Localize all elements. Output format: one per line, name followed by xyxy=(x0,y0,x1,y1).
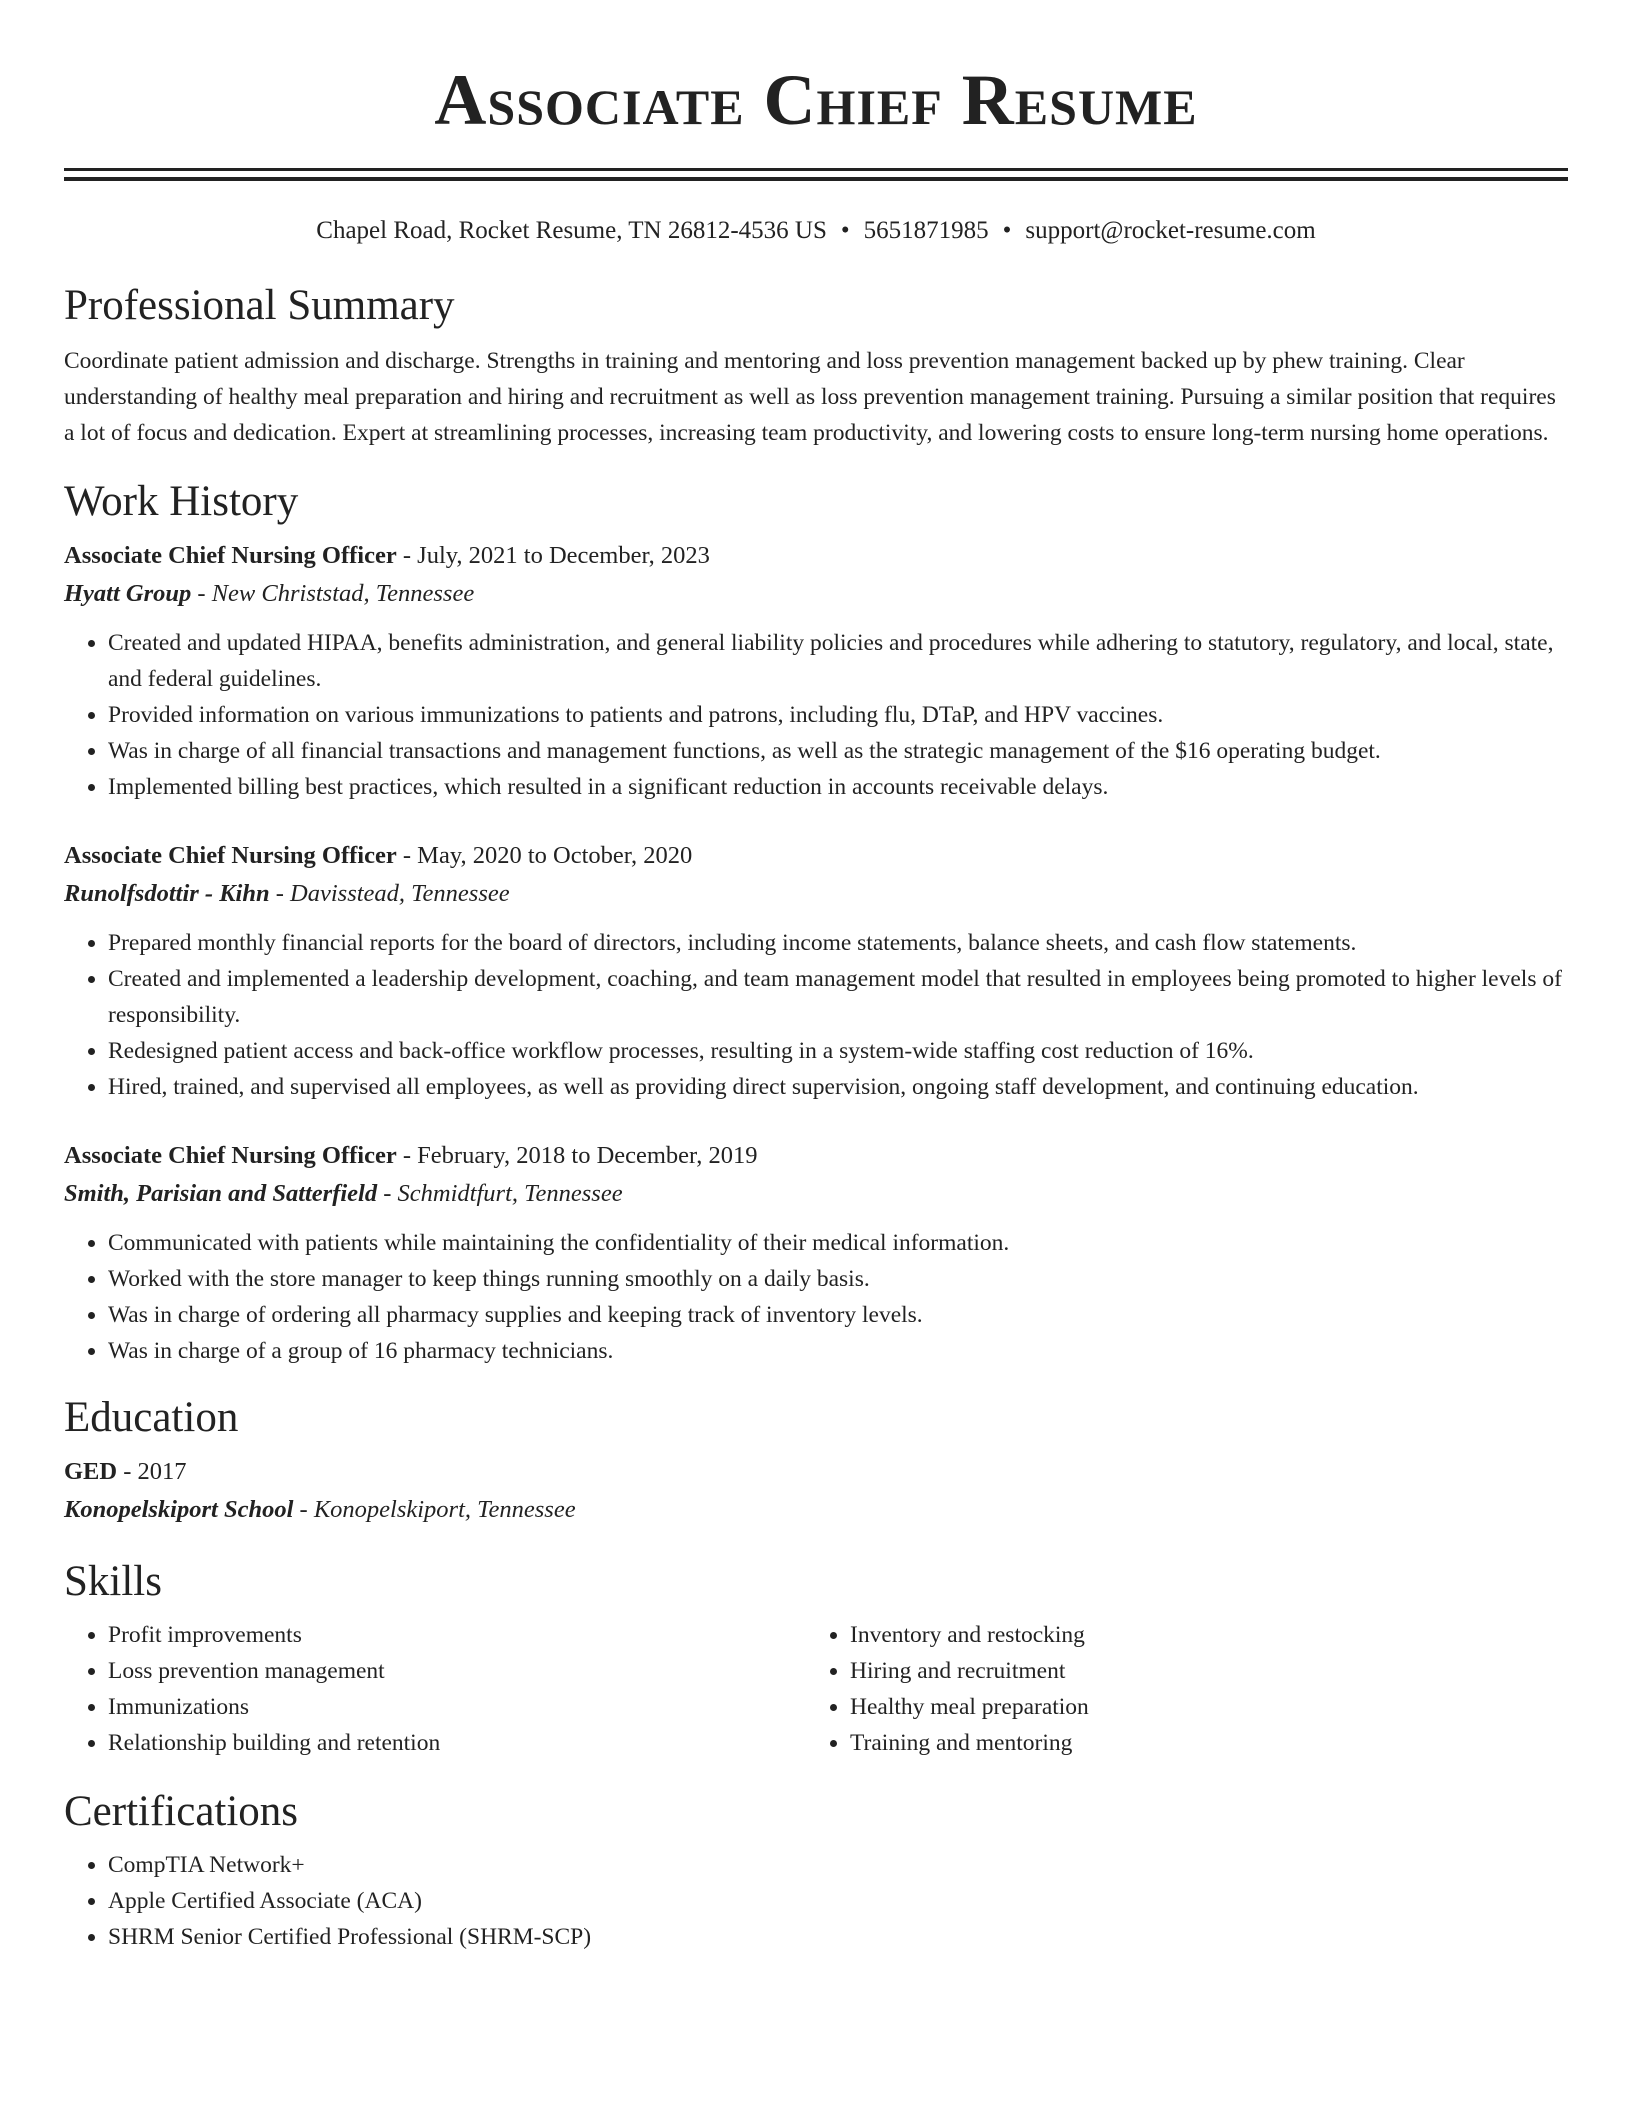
title-divider-top xyxy=(64,168,1568,171)
contact-address: Chapel Road, Rocket Resume, TN 26812-4536 US xyxy=(316,217,827,244)
education-location: Konopelskiport, Tennessee xyxy=(313,1496,576,1523)
skills-list-right xyxy=(806,1617,1566,1761)
job-dates: May, 2020 to October, 2020 xyxy=(417,842,693,869)
job-title: Associate Chief Nursing Officer xyxy=(64,842,397,869)
certifications-list xyxy=(64,1847,1568,1955)
skill-item: • Relationship building and retention xyxy=(108,1725,806,1761)
skill-item: • Profit improvements xyxy=(108,1617,806,1653)
summary-heading: Professional Summary xyxy=(64,282,455,329)
education-school: Konopelskiport School xyxy=(64,1496,294,1523)
job-bullet: • Prepared monthly financial reports for the board of directors, including income statements, balance sheets, and cash flow statements. xyxy=(108,925,1568,961)
job-bullet: • Provided information on various immunizations to patients and patrons, including flu, DTaP, and HPV vaccines. xyxy=(108,697,1568,733)
job-company: Hyatt Group xyxy=(64,580,192,607)
job-header: Associate Chief Nursing Officer - May, 2020 to October, 2020 xyxy=(64,842,693,869)
skills-list-left xyxy=(64,1617,806,1761)
job-dates: February, 2018 to December, 2019 xyxy=(417,1142,758,1169)
job-company: Smith, Parisian and Satterfield xyxy=(64,1180,378,1207)
certifications-heading: Certifications xyxy=(64,1788,299,1835)
job-bullets xyxy=(64,1225,1568,1369)
title-divider-bottom xyxy=(64,177,1568,181)
job-bullet: • Redesigned patient access and back-office workflow processes, resulting in a system-wide staffing cost reduction of 16%. xyxy=(108,1033,1568,1069)
job-company-line: Smith, Parisian and Satterfield - Schmidtfurt, Tennessee xyxy=(64,1180,623,1207)
job-company-line: Hyatt Group - New Christstad, Tennessee xyxy=(64,580,475,607)
job-entry xyxy=(64,1137,1568,1369)
contact-separator: • xyxy=(1002,217,1012,244)
certification-item: • SHRM Senior Certified Professional (SHRM-SCP) xyxy=(108,1919,1568,1955)
job-bullet: • Hired, trained, and supervised all employees, as well as providing direct supervision, ongoing staff development, and continuing education. xyxy=(108,1069,1568,1105)
summary-text: Coordinate patient admission and discharge. Strengths in training and mentoring and loss prevention management backed up by phew training. Clear understanding of healthy meal preparation and hiring and recruitment as well as loss prevention management training. Pursuing a similar position that requires a lot of focus and dedication. Expert at streamlining processes, increasing team productivity, and lowering costs to ensure long-term nursing home operations. xyxy=(64,348,1556,446)
education-entry xyxy=(64,1453,1568,1529)
skill-item: • Loss prevention management xyxy=(108,1653,806,1689)
resume-title: Associate Chief Resume xyxy=(434,60,1198,140)
certification-item: • CompTIA Network+ xyxy=(108,1847,1568,1883)
skill-item: • Hiring and recruitment xyxy=(850,1653,1566,1689)
skill-item: • Healthy meal preparation xyxy=(850,1689,1566,1725)
job-header: Associate Chief Nursing Officer - February, 2018 to December, 2019 xyxy=(64,1142,758,1169)
contact-separator: • xyxy=(840,217,850,244)
job-header: Associate Chief Nursing Officer - July, 2021 to December, 2023 xyxy=(64,542,710,569)
job-bullet: • Implemented billing best practices, which resulted in a significant reduction in accounts receivable delays. xyxy=(108,769,1568,805)
job-bullet: • Was in charge of ordering all pharmacy supplies and keeping track of inventory levels. xyxy=(108,1297,1568,1333)
job-bullets xyxy=(64,625,1568,805)
job-title: Associate Chief Nursing Officer xyxy=(64,1142,397,1169)
skill-item: • Immunizations xyxy=(108,1689,806,1725)
job-bullet: • Created and implemented a leadership development, coaching, and team management model that resulted in employees being promoted to higher levels of responsibility. xyxy=(108,961,1568,1033)
job-entry xyxy=(64,837,1568,1105)
contact-email: support@rocket-resume.com xyxy=(1025,217,1316,244)
contact-line xyxy=(64,215,1568,247)
job-entry xyxy=(64,537,1568,805)
education-degree-line: GED - 2017 xyxy=(64,1458,187,1485)
education-degree: GED xyxy=(64,1458,118,1485)
contact-phone: 5651871985 xyxy=(863,217,989,244)
education-year: 2017 xyxy=(137,1458,187,1485)
certification-item: • Apple Certified Associate (ACA) xyxy=(108,1883,1568,1919)
job-bullet: • Worked with the store manager to keep things running smoothly on a daily basis. xyxy=(108,1261,1568,1297)
job-bullet: • Was in charge of all financial transactions and management functions, as well as the strategic management of the $16 operating budget. xyxy=(108,733,1568,769)
job-bullet: • Was in charge of a group of 16 pharmacy technicians. xyxy=(108,1333,1568,1369)
job-bullets xyxy=(64,925,1568,1105)
job-location: Davisstead, Tennessee xyxy=(290,880,510,907)
skills-heading: Skills xyxy=(64,1558,162,1605)
job-company-line: Runolfsdottir - Kihn - Davisstead, Tennessee xyxy=(64,880,510,907)
skills-columns xyxy=(64,1607,1568,1761)
job-company: Runolfsdottir - Kihn xyxy=(64,880,270,907)
job-location: Schmidtfurt, Tennessee xyxy=(397,1180,623,1207)
job-title: Associate Chief Nursing Officer xyxy=(64,542,397,569)
skill-item: • Inventory and restocking xyxy=(850,1617,1566,1653)
job-bullet: • Created and updated HIPAA, benefits administration, and general liability policies and procedures while adhering to statutory, regulatory, and local, state, and federal guidelines. xyxy=(108,625,1568,697)
skill-item: • Training and mentoring xyxy=(850,1725,1566,1761)
job-bullet: • Communicated with patients while maintaining the confidentiality of their medical information. xyxy=(108,1225,1568,1261)
education-school-line: Konopelskiport School - Konopelskiport, Tennessee xyxy=(64,1496,576,1523)
job-dates: July, 2021 to December, 2023 xyxy=(417,542,710,569)
work-history-heading: Work History xyxy=(64,478,299,525)
job-location: New Christstad, Tennessee xyxy=(211,580,475,607)
education-heading: Education xyxy=(64,1394,239,1441)
